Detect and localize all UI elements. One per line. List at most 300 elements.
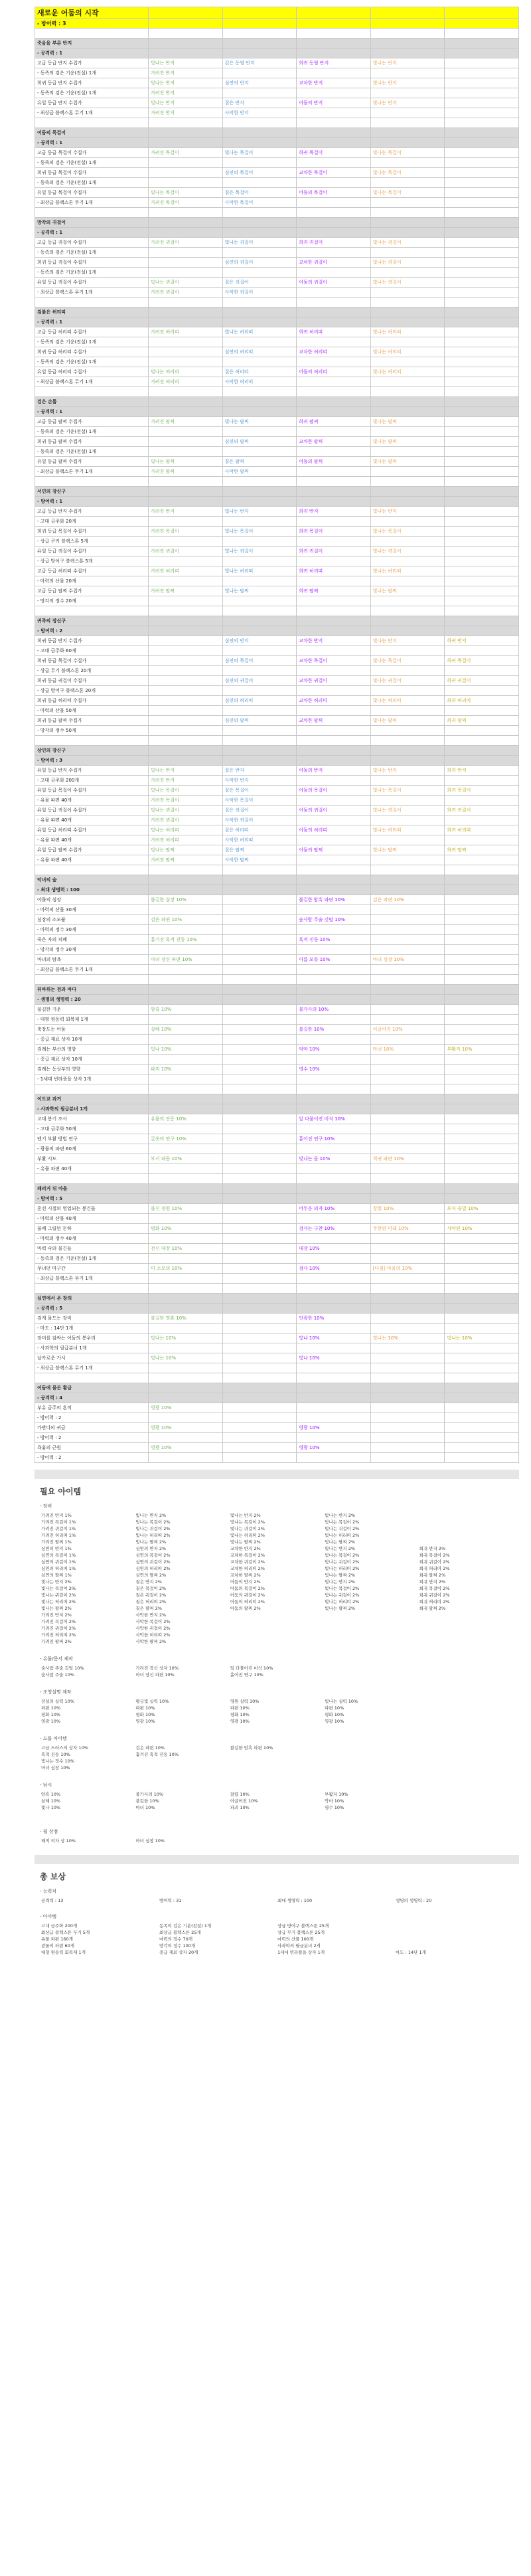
needed-group-grid (40, 1665, 512, 1678)
item-cell: 빛나 10% (149, 1045, 223, 1055)
item-cell: 빛나는 반지 (370, 636, 445, 646)
item-entry: 전설의 실력 10% (41, 1699, 74, 1704)
item-cell: 교차한 허리띠 (297, 696, 371, 706)
item-cell: 영광 10% (149, 1403, 223, 1413)
item-line (40, 1625, 512, 1632)
quest-row (35, 935, 519, 945)
item-cell (445, 666, 519, 676)
item-entry (323, 1758, 417, 1764)
item-line (40, 1745, 512, 1751)
item-entry: 빛나는 목걸이 2% (230, 1519, 265, 1525)
item-cell: 희귀 허리띠 (297, 327, 371, 337)
item-cell (445, 1025, 519, 1035)
item-cell: 불길한 영혼 10% (149, 1314, 223, 1324)
section-title-cell (222, 128, 297, 138)
section-subtitle-cell (222, 756, 297, 766)
item-entry (323, 1751, 417, 1758)
spacer-row (35, 298, 519, 307)
item-cell (222, 88, 297, 98)
section-subtitle: - 방어력 : 5 (35, 1194, 149, 1204)
item-cell: 짙은 반지 (222, 766, 297, 776)
item-cell (297, 1343, 371, 1353)
section-title-row (35, 218, 519, 228)
item-cell (222, 1144, 297, 1154)
item-line (40, 1791, 512, 1798)
spacer-cell (445, 298, 519, 307)
item-cell (222, 895, 297, 905)
item-entry: 심연의 반지 1% (41, 1546, 72, 1551)
item-entry: 교차한 귀걸이 2% (230, 1559, 265, 1565)
item-entry: 빛나는 반지 2% (325, 1546, 356, 1551)
item-cell: 검사 10% (297, 1264, 371, 1274)
quest-name: 희귀 등급 허리띠 수집가 (35, 347, 149, 357)
item-entry (134, 1758, 228, 1764)
item-cell: 교차한 반지 (297, 636, 371, 646)
item-cell (445, 1134, 519, 1144)
item-cell (445, 835, 519, 845)
item-line (40, 1758, 512, 1764)
quest-row (35, 347, 519, 357)
quest-row (35, 337, 519, 347)
item-cell (445, 776, 519, 786)
spacer-cell (35, 1174, 149, 1184)
item-cell (445, 1124, 519, 1134)
section-subtitle-cell (297, 1194, 371, 1204)
quest-name: 고급 등급 목걸이 수집가 (35, 148, 149, 158)
item-cell (149, 706, 223, 716)
section-subtitle-row (35, 1393, 519, 1403)
item-entry: 어둠의 목걸이 2% (230, 1586, 265, 1591)
item-entry: 동족의 검은 기운(전설) 1개 (159, 1923, 212, 1929)
spacer-cell (149, 29, 223, 39)
item-line (40, 1618, 512, 1625)
quest-row (35, 776, 519, 786)
section-subtitle-cell (149, 1393, 223, 1403)
quest-row (35, 816, 519, 825)
quest-row (35, 1324, 519, 1333)
rewards-title: 총 보상 (40, 1872, 66, 1881)
quest-row (35, 258, 519, 268)
section-title: 망각의 귀걸이 (35, 218, 149, 228)
quest-name: 유일 등급 귀걸이 수집가 (35, 278, 149, 288)
item-cell (297, 1324, 371, 1333)
quest-row (35, 1274, 519, 1284)
item-line (40, 1565, 512, 1572)
needed-group-grid (40, 1512, 512, 1645)
quest-row (35, 557, 519, 566)
spacer-cell (297, 477, 371, 487)
item-entry (394, 1923, 512, 1929)
item-entry (394, 1936, 512, 1942)
item-cell (297, 855, 371, 865)
item-entry (418, 1665, 512, 1672)
header-subtitle-row (35, 19, 519, 29)
section-subtitle: - 공격력 : 1 (35, 228, 149, 238)
section-title-cell (445, 128, 519, 138)
item-entry: 빛나는 허리띠 2% (135, 1533, 171, 1538)
quest-name: - 유물 파편 40개 (35, 796, 149, 806)
item-cell (297, 467, 371, 477)
quest-name: - 유물 파편 40개 (35, 816, 149, 825)
quest-row (35, 1264, 519, 1274)
section-subtitle-cell (297, 626, 371, 636)
item-cell (222, 905, 297, 915)
section-title-cell (297, 39, 371, 48)
item-cell (370, 1015, 445, 1025)
quest-row (35, 457, 519, 467)
quest-name: 유일 등급 반지 수집가 (35, 98, 149, 108)
section-subtitle-cell (149, 228, 223, 238)
item-cell (370, 1164, 445, 1174)
item-cell (445, 925, 519, 935)
item-entry: 희귀 팔찌 2% (419, 1573, 446, 1578)
item-entry: 심연의 귀걸이 1% (41, 1559, 76, 1565)
item-entry: 잘렸 10% (230, 1792, 250, 1797)
section-subtitle: - 방어력 : 2 (35, 626, 149, 636)
section-title-cell (222, 307, 297, 317)
item-cell (222, 1224, 297, 1234)
quest-row (35, 636, 519, 646)
item-entry: 평화 10% (41, 1712, 61, 1717)
item-entry: 생명의 생명력 : 20 (396, 1898, 432, 1903)
item-entry: 심연의 허리띠 2% (135, 1566, 171, 1571)
item-cell: 파괴 10% (149, 1065, 223, 1074)
section-title-cell (222, 1094, 297, 1104)
item-cell (297, 1124, 371, 1134)
item-entry (323, 1632, 417, 1638)
item-cell: 빛나는 팔찌 (370, 417, 445, 427)
item-cell: 빛나는 허리띠 (149, 367, 223, 377)
item-line (40, 1559, 512, 1565)
item-cell (222, 945, 297, 955)
item-entry: 상급 무기 블랙스톤 25개 (277, 1930, 325, 1935)
spacer-cell (445, 208, 519, 218)
item-entry (40, 1811, 134, 1818)
item-cell: 불신 정원 10% (149, 1204, 223, 1214)
item-entry: 교차한 팔찌 2% (230, 1573, 261, 1578)
quest-row (35, 527, 519, 537)
item-entry: 암흑 10% (41, 1792, 61, 1797)
item-cell (445, 586, 519, 596)
item-cell (445, 108, 519, 118)
section-title-cell (297, 746, 371, 756)
item-entry (134, 1811, 228, 1818)
item-cell (149, 1234, 223, 1244)
item-cell (222, 915, 297, 925)
item-cell (297, 576, 371, 586)
item-cell: 빛나는 10% (149, 1353, 223, 1363)
item-cell (445, 98, 519, 108)
item-entry: 짙은 팔찌 2% (135, 1606, 162, 1611)
item-cell (370, 337, 445, 347)
item-cell: 가려진 팔찌 (149, 417, 223, 427)
section-title-cell (297, 875, 371, 885)
item-cell: 사악한 목걸이 (222, 796, 297, 806)
spacer-cell (445, 1284, 519, 1294)
item-cell (297, 925, 371, 935)
quest-row (35, 278, 519, 288)
item-cell (222, 1254, 297, 1264)
section-title-cell (149, 487, 223, 497)
quest-row (35, 1314, 519, 1324)
item-cell (149, 666, 223, 676)
item-cell: 불길한 심장 10% (149, 895, 223, 905)
item-cell (222, 1403, 297, 1413)
item-entry (418, 1698, 512, 1705)
section-subtitle: - 최대 생명력 : 100 (35, 885, 149, 895)
item-cell (222, 955, 297, 965)
spacer-cell (445, 1373, 519, 1383)
quest-subtitle: - 방어력 : 3 (35, 19, 149, 29)
item-cell: 사악한 반지 (222, 108, 297, 118)
item-entry (229, 1838, 323, 1844)
item-entry (418, 1838, 512, 1844)
item-entry: 평화 10% (325, 1712, 344, 1717)
item-cell (370, 1254, 445, 1264)
item-cell (445, 537, 519, 547)
needed-group-label: - 낚시 (40, 1782, 52, 1788)
item-cell: 사악한 허리띠 (222, 377, 297, 387)
item-cell: 가려진 반지 (149, 776, 223, 786)
section-subtitle-cell (445, 497, 519, 507)
item-cell (297, 557, 371, 566)
quest-name: 유일 등급 허리띠 수집가 (35, 367, 149, 377)
section-divider (35, 1855, 519, 1864)
quest-row (35, 925, 519, 935)
spacer-cell (35, 865, 149, 875)
rewards-items-label: - 아이템 (40, 1914, 57, 1919)
item-entry: 빛나는 실력 10% (325, 1699, 358, 1704)
quest-row (35, 1055, 519, 1065)
item-entry: 빛나는 목걸이 2% (325, 1586, 360, 1591)
item-cell (370, 925, 445, 935)
section-subtitle-row (35, 228, 519, 238)
item-cell: 희귀 반지 (297, 507, 371, 517)
quest-row (35, 357, 519, 367)
quest-row (35, 467, 519, 477)
section-subtitle-cell (445, 1104, 519, 1114)
section-title: 어둠에 물든 황금 (35, 1383, 149, 1393)
quest-row (35, 517, 519, 527)
quest-row (35, 268, 519, 278)
quest-name: 고급 등급 팔찌 수집가 (35, 417, 149, 427)
item-cell (370, 1065, 445, 1074)
section-subtitle-cell (222, 407, 297, 417)
spacer-cell (149, 208, 223, 218)
section-subtitle-cell (222, 626, 297, 636)
item-line (40, 1592, 512, 1598)
item-cell: [다짐] 마음의 10% (370, 1264, 445, 1274)
item-cell (297, 1055, 371, 1065)
item-cell (149, 1035, 223, 1045)
section-title: 이도교 과거 (35, 1094, 149, 1104)
item-cell (445, 1144, 519, 1154)
item-entry: 최대 생명력 : 100 (277, 1898, 313, 1903)
section-subtitle-cell (445, 407, 519, 417)
section-title-cell (370, 1094, 445, 1104)
item-cell: 빛나는 팔찌 (149, 457, 223, 467)
item-cell: 가려진 팔찌 (149, 586, 223, 596)
quest-name: 유일 등급 반지 수집가 (35, 766, 149, 776)
item-entry: 검은 파편 10% (135, 1745, 165, 1751)
item-cell (370, 706, 445, 716)
quest-row (35, 367, 519, 377)
item-entry (229, 1625, 323, 1632)
spacer-cell (149, 118, 223, 128)
spacer-cell (222, 1084, 297, 1094)
item-line (40, 1605, 512, 1612)
item-cell (222, 537, 297, 547)
item-cell: 빛나는 귀걸이 (370, 238, 445, 248)
item-cell (370, 965, 445, 975)
item-cell (149, 1254, 223, 1264)
item-cell (149, 1343, 223, 1353)
item-cell: 잘렸 10% (370, 1204, 445, 1214)
item-entry: 빛나는 팔찌 2% (230, 1539, 261, 1545)
item-entry: 고급 드라스의 상자 10% (41, 1745, 88, 1751)
item-entry: 빛나는 팔찌 2% (41, 1606, 72, 1611)
item-cell: 흩어진 연구 10% (297, 1134, 371, 1144)
quest-row (35, 686, 519, 696)
item-entry: 사악한 반지 2% (135, 1612, 167, 1618)
spacer-cell (370, 736, 445, 746)
item-cell (370, 816, 445, 825)
item-cell (149, 1324, 223, 1333)
item-entry: 흩겨진 혹적 진동 10% (135, 1752, 179, 1757)
spacer-cell (370, 606, 445, 616)
item-entry: 교차한 목걸이 2% (230, 1553, 265, 1558)
quest-row (35, 238, 519, 248)
item-cell: 사악한 팔찌 (222, 855, 297, 865)
spacer-cell (149, 1284, 223, 1294)
spacer-row (35, 606, 519, 616)
item-entry: 교차한 허리띠 2% (230, 1566, 265, 1571)
section-subtitle-cell (370, 138, 445, 148)
item-entry: 희귀 목걸이 2% (419, 1586, 450, 1591)
section-subtitle-row (35, 885, 519, 895)
item-cell (222, 1154, 297, 1164)
item-cell (445, 686, 519, 696)
item-cell: 가려진 귀걸이 (149, 238, 223, 248)
rewards-stats-grid (40, 1897, 512, 1904)
item-cell: 심연의 목걸이 (222, 168, 297, 178)
item-cell: 영광 10% (149, 1443, 223, 1453)
quest-name: - 1세대 빈라플을 상자 1개 (35, 1074, 149, 1084)
section-title-cell (445, 985, 519, 995)
item-cell (222, 158, 297, 168)
spacer-cell (35, 477, 149, 487)
section-subtitle-cell (297, 497, 371, 507)
spacer-cell (297, 865, 371, 875)
item-line (40, 1949, 512, 1956)
item-cell: 희귀 목걸이 (445, 656, 519, 666)
item-cell: 살해 10% (149, 1025, 223, 1035)
item-entry (323, 1612, 417, 1618)
item-cell (297, 198, 371, 208)
quest-name: 고급 등급 귀걸이 수집가 (35, 238, 149, 248)
item-cell (370, 1244, 445, 1254)
item-cell (222, 1055, 297, 1065)
spacer-cell (222, 736, 297, 746)
item-cell: 짙은 목걸이 (222, 786, 297, 796)
item-cell (297, 776, 371, 786)
item-line (40, 1612, 512, 1618)
item-cell (222, 965, 297, 975)
quest-row (35, 1154, 519, 1164)
item-cell: 빛나는 반지 (370, 98, 445, 108)
item-cell: 어둠의 반지 (297, 98, 371, 108)
item-entry: 빛나는 귀걸이 2% (325, 1526, 360, 1531)
section-subtitle-cell (149, 48, 223, 58)
item-cell (445, 1214, 519, 1224)
item-cell (370, 1413, 445, 1423)
item-entry: 숲사람 주술 10% (41, 1672, 74, 1677)
spacer-cell (370, 1084, 445, 1094)
quest-row (35, 198, 519, 208)
section-subtitle-cell (445, 1393, 519, 1403)
spacer-row (35, 736, 519, 746)
item-cell: 가려진 목걸이 (149, 148, 223, 158)
item-cell: 잎 다물어진 비석 10% (297, 1114, 371, 1124)
quest-name: - 상급 무기 블랙스톤 20개 (35, 666, 149, 676)
item-cell: 희귀 목걸이 (297, 148, 371, 158)
item-entry (323, 1625, 417, 1632)
spacer-cell (149, 975, 223, 985)
quest-name: 고급 등급 반지 수집가 (35, 507, 149, 517)
section-title: 검은 손톱 (35, 397, 149, 407)
item-cell: 빛나는 목걸이 (370, 656, 445, 666)
spacer-cell (149, 387, 223, 397)
item-cell (297, 268, 371, 278)
item-line (40, 1539, 512, 1545)
item-entry: 빛나 10% (41, 1805, 61, 1810)
quest-name: - 동족의 검은 기운(전설) 1개 (35, 447, 149, 457)
section-subtitle-cell (297, 1104, 371, 1114)
section-title-row (35, 128, 519, 138)
item-entry: 빛나는 귀걸이 2% (230, 1526, 265, 1531)
item-cell (297, 965, 371, 975)
item-cell (370, 248, 445, 258)
item-cell: 심연의 목걸이 (222, 656, 297, 666)
item-cell (445, 248, 519, 258)
item-entry (418, 1512, 512, 1519)
quest-row (35, 188, 519, 198)
section-title-cell (222, 1184, 297, 1194)
spacer-cell (297, 208, 371, 218)
item-cell: 심연의 귀걸이 (222, 676, 297, 686)
item-cell (149, 1074, 223, 1084)
item-cell (445, 238, 519, 248)
section-subtitle-cell (222, 317, 297, 327)
item-cell (445, 198, 519, 208)
quest-name: 엔기 부활 방법 연구 (35, 1134, 149, 1144)
spacer-row (35, 975, 519, 985)
item-entry: 파괴 10% (230, 1805, 250, 1810)
spacer-row (35, 118, 519, 128)
item-cell: 빛나는 팔찌 (370, 437, 445, 447)
spacer-cell (35, 1084, 149, 1094)
item-cell: 빛나는 팔찌 (370, 457, 445, 467)
item-cell (445, 965, 519, 975)
item-cell: 어둠의 팔찌 (297, 457, 371, 467)
item-cell (370, 1423, 445, 1433)
item-entry (323, 1672, 417, 1678)
item-cell (445, 278, 519, 288)
spacer-cell (222, 387, 297, 397)
item-entry (418, 1519, 512, 1525)
spacer-row (35, 1084, 519, 1094)
item-entry: 어둠의 반지 2% (230, 1579, 261, 1585)
